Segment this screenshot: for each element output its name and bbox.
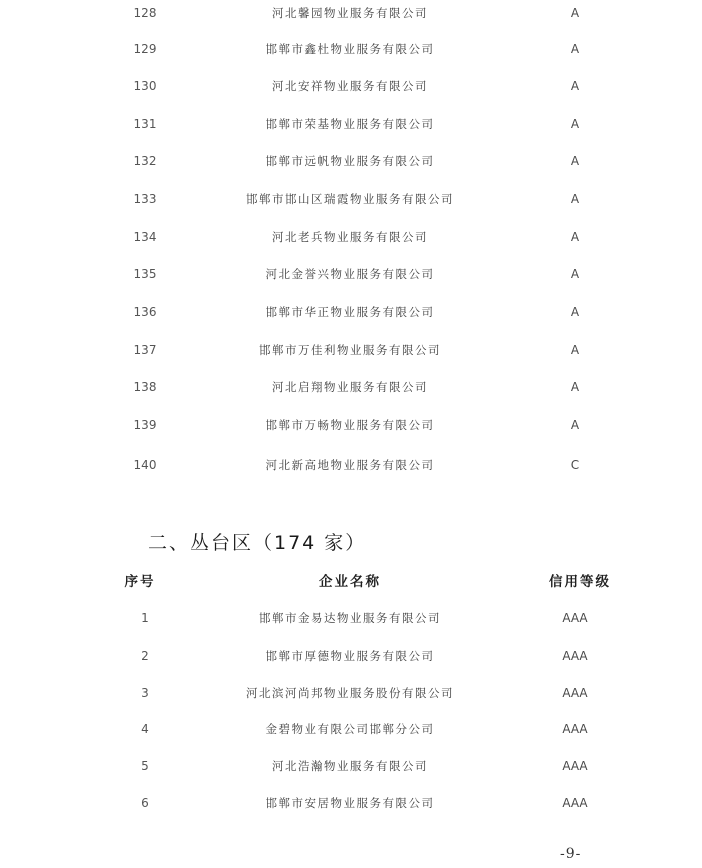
- credit-grade: A: [570, 42, 580, 56]
- company-name: 河北浩瀚物业服务有限公司: [272, 759, 428, 773]
- header-credit-grade: 信用等级: [549, 574, 611, 590]
- credit-grade: A: [570, 267, 580, 281]
- row-number: 139: [133, 418, 157, 432]
- credit-grade: A: [570, 117, 580, 131]
- row-number: 133: [133, 192, 157, 206]
- table-row: [0, 262, 702, 286]
- company-name: 河北馨园物业服务有限公司: [272, 6, 428, 20]
- table-row: [0, 606, 702, 630]
- company-name: 邯郸市金易达物业服务有限公司: [259, 611, 441, 625]
- row-number: 140: [133, 458, 157, 472]
- row-number: 3: [141, 686, 149, 700]
- table-row: [0, 225, 702, 249]
- row-number: 132: [133, 154, 157, 168]
- credit-grade: C: [570, 458, 580, 472]
- credit-grade: A: [570, 230, 580, 244]
- table-row: [0, 338, 702, 362]
- credit-grade: A: [570, 305, 580, 319]
- table-row: [0, 681, 702, 705]
- row-number: 135: [133, 267, 157, 281]
- table-row: [0, 375, 702, 399]
- table-row: [0, 413, 702, 437]
- credit-grade: A: [570, 154, 580, 168]
- company-name: 邯郸市厚德物业服务有限公司: [265, 649, 435, 663]
- credit-grade: AAA: [562, 759, 588, 773]
- row-number: 129: [133, 42, 157, 56]
- credit-grade: A: [570, 6, 580, 20]
- row-number: 131: [133, 117, 157, 131]
- company-name: 邯郸市安居物业服务有限公司: [265, 796, 435, 810]
- company-name: 河北滨河尚邦物业服务股份有限公司: [246, 686, 454, 700]
- table-row: [0, 1, 702, 25]
- page-number: -9-: [560, 846, 582, 862]
- table-row: [0, 37, 702, 61]
- credit-grade: AAA: [562, 722, 588, 736]
- row-number: 6: [141, 796, 149, 810]
- company-name: 河北安祥物业服务有限公司: [272, 79, 428, 93]
- table-row: [0, 112, 702, 136]
- row-number: 128: [133, 6, 157, 20]
- row-number: 134: [133, 230, 157, 244]
- table-row: [0, 300, 702, 324]
- table-row: [0, 754, 702, 778]
- header-company-name: 企业名称: [319, 574, 381, 590]
- row-number: 130: [133, 79, 157, 93]
- company-name: 邯郸市荣基物业服务有限公司: [265, 117, 435, 131]
- company-name: 金碧物业有限公司邯郸分公司: [265, 722, 435, 736]
- credit-grade: A: [570, 380, 580, 394]
- credit-grade: A: [570, 79, 580, 93]
- table-row: [0, 644, 702, 668]
- credit-grade: A: [570, 418, 580, 432]
- credit-grade: AAA: [562, 686, 588, 700]
- header-number: 序号: [124, 574, 156, 590]
- table-row: [0, 717, 702, 741]
- company-name: 河北新高地物业服务有限公司: [265, 458, 435, 472]
- credit-grade: A: [570, 192, 580, 206]
- company-name: 邯郸市万畅物业服务有限公司: [265, 418, 435, 432]
- company-name: 邯郸市邯山区瑞霞物业服务有限公司: [246, 192, 454, 206]
- row-number: 137: [133, 343, 157, 357]
- company-name: 邯郸市华正物业服务有限公司: [265, 305, 435, 319]
- company-name: 邯郸市远帆物业服务有限公司: [265, 154, 435, 168]
- credit-grade: AAA: [562, 649, 588, 663]
- company-name: 河北老兵物业服务有限公司: [272, 230, 428, 244]
- row-number: 1: [141, 611, 149, 625]
- row-number: 136: [133, 305, 157, 319]
- row-number: 4: [141, 722, 149, 736]
- row-number: 138: [133, 380, 157, 394]
- table-row: [0, 453, 702, 477]
- company-name: 河北启翔物业服务有限公司: [272, 380, 428, 394]
- table-row: [0, 149, 702, 173]
- company-name: 邯郸市万佳利物业服务有限公司: [259, 343, 441, 357]
- credit-grade: AAA: [562, 796, 588, 810]
- table-row: [0, 74, 702, 98]
- company-name: 邯郸市鑫杜物业服务有限公司: [265, 42, 435, 56]
- row-number: 5: [141, 759, 149, 773]
- table-row: [0, 187, 702, 211]
- credit-grade: AAA: [562, 611, 588, 625]
- section-title: 二、丛台区（174 家）: [148, 532, 367, 554]
- row-number: 2: [141, 649, 149, 663]
- table-row: [0, 791, 702, 815]
- credit-grade: A: [570, 343, 580, 357]
- company-name: 河北金誉兴物业服务有限公司: [265, 267, 435, 281]
